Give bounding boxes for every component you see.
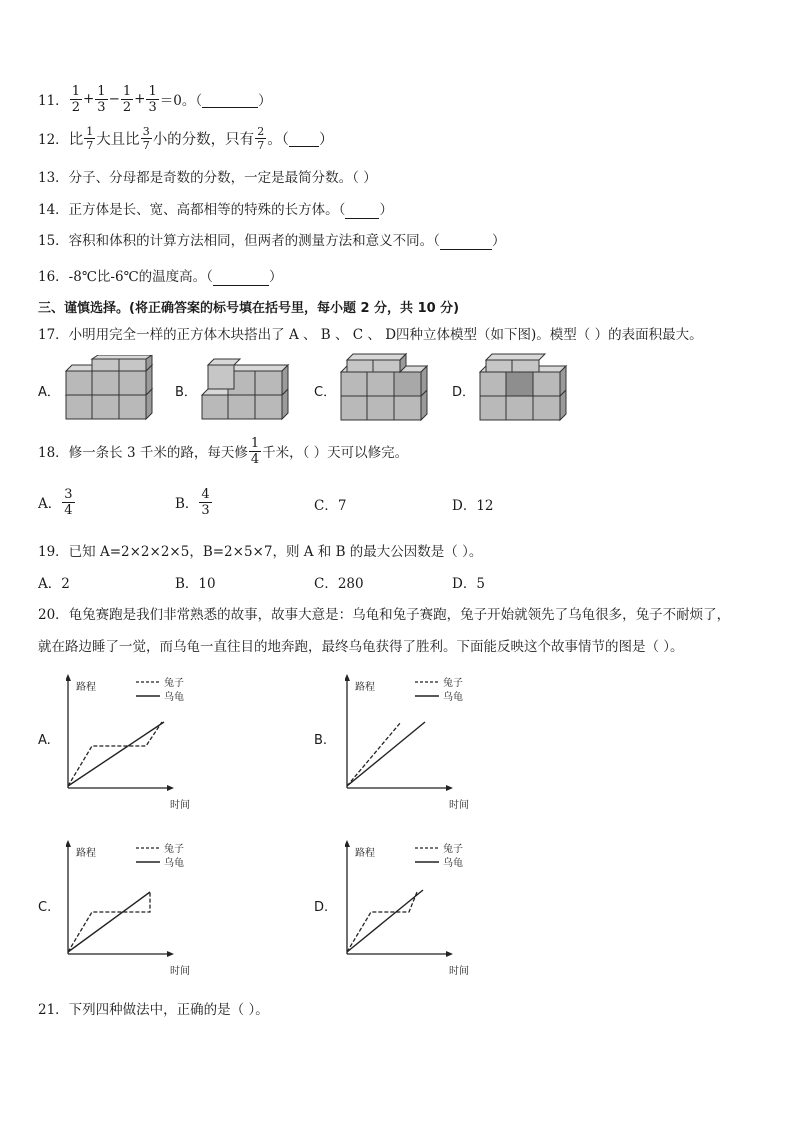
q12-number: 12． [38,132,69,148]
q17-option-b-label[interactable]: B． [175,385,197,400]
q20-graph-c [66,840,216,982]
q14-answer-blank[interactable] [345,202,379,219]
q12-close: ） [318,131,334,148]
q18-option-c[interactable]: C．7 [314,498,347,514]
q12-text: 大且比 [96,131,140,148]
cube-model-b [198,355,298,421]
y-axis-label: 路程 [355,848,375,859]
q12-fraction-1: $\frac{1}{7}$ [86,124,94,152]
x-axis-label: 时间 [170,800,190,811]
q11-fraction-1: $\frac{1}{2}$ [71,83,80,115]
legend-turtle-label: 乌龟 [443,692,463,703]
section-3-heading: 三、谨慎选择。(将正确答案的标号填在括号里，每小题 2 分，共 10 分) [38,301,460,316]
legend-rabbit-label: 兔子 [443,678,463,689]
q12-fraction-2: $\frac{3}{7}$ [142,124,150,152]
q20-option-b-label[interactable]: B. [314,733,328,748]
q15-answer-blank[interactable] [440,233,492,250]
y-axis-arrow-icon [345,840,350,847]
q15-text: 15．容积和体积的计算方法相同，但两者的测量方法和意义不同。（ [38,233,440,249]
q19-option-b[interactable]: B．10 [175,576,216,592]
q18-option-b-label: B． [175,496,199,512]
q19-option-a[interactable]: A．2 [38,576,70,592]
q18-option-a[interactable] [38,484,76,520]
q15-close: ） [491,233,506,249]
cube-model-d [476,352,576,422]
question-21: 21．下列四种做法中，正确的是（ ）。 [38,1002,269,1018]
x-axis-label: 时间 [449,800,469,811]
question-18 [38,434,408,468]
q11-tail: ＝0。（ [159,93,203,109]
q16-close: ） [268,269,283,285]
q11-number: 11． [38,93,69,109]
q20-graph-d [345,840,495,982]
legend-rabbit-label: 兔子 [164,844,184,855]
cube-model-c [337,352,437,422]
x-axis-arrow-icon [446,785,453,791]
q18-fraction: $\frac{1}{4}$ [250,435,260,467]
legend-rabbit-label: 兔子 [164,678,184,689]
x-axis-label: 时间 [449,966,469,977]
y-axis-label: 路程 [355,682,375,693]
rabbit-line [347,722,401,786]
q11-fraction-4: $\frac{1}{3}$ [148,83,157,115]
q18-option-a-fraction: $\frac{3}{4}$ [64,486,73,518]
q11-op: − [108,91,120,107]
q17-option-a-label[interactable]: A． [38,385,60,400]
question-16 [38,265,282,286]
q18-text: 18．修一条长 3 千米的路，每天修 [38,445,248,461]
question-11 [38,84,272,114]
q12-text: 小的分数，只有 [152,131,255,148]
q18-option-b[interactable] [175,484,213,520]
y-axis-label: 路程 [76,848,96,859]
question-15 [38,229,505,250]
q20-option-d-label[interactable]: D. [314,900,329,915]
legend-turtle-label: 乌龟 [443,858,463,869]
q18-option-a-label: A． [38,496,62,512]
turtle-line [68,892,150,952]
question-17: 17．小明用完全一样的正方体木块搭出了 A 、 B 、 C 、 D四种立体模型（如下图)。模型（ ）的表面积最大。 [38,327,703,343]
q11-op: + [82,91,95,107]
q18-option-b-fraction: $\frac{4}{3}$ [201,486,210,518]
question-13: 13．分子、分母都是奇数的分数，一定是最简分数。（ ） [38,170,377,186]
q16-answer-blank[interactable] [213,269,269,286]
question-19: 19．已知 A=2×2×2×5，B=2×5×7，则 A 和 B 的最大公因数是（ ）。 [38,544,483,560]
q11-fraction-3: $\frac{1}{2}$ [122,83,132,115]
x-axis-arrow-icon [446,951,453,957]
turtle-line [347,890,423,952]
y-axis-arrow-icon [345,674,350,681]
q11-fraction-2: $\frac{1}{3}$ [97,83,106,115]
q12-text: 。（ [267,131,289,148]
q20-graph-a [66,674,216,816]
legend-turtle-label: 乌龟 [164,692,184,703]
x-axis-arrow-icon [167,951,174,957]
q12-answer-blank[interactable] [289,130,319,147]
q17-option-d-label[interactable]: D． [452,385,476,400]
y-axis-arrow-icon [66,674,71,681]
q19-option-c[interactable]: C．280 [314,576,364,592]
legend-turtle-label: 乌龟 [164,858,184,869]
cube-model-a [62,355,162,421]
q18-option-d[interactable]: D．12 [452,498,494,514]
q12-fraction-3: $\frac{2}{7}$ [257,124,265,152]
x-axis-arrow-icon [167,785,174,791]
q20-option-c-label[interactable]: C. [38,900,52,915]
question-20-line-2: 就在路边睡了一觉，而乌龟一直往目的地奔跑，最终乌龟获得了胜利。下面能反映这个故事情节的图是（ ）。 [38,639,684,655]
y-axis-label: 路程 [76,682,96,693]
y-axis-arrow-icon [66,840,71,847]
q20-graph-b [345,674,495,816]
q14-close: ） [379,202,393,218]
q11-close: ） [258,93,272,109]
q16-text: 16．-8℃比-6℃的温度高。（ [38,269,213,285]
question-12 [38,122,333,154]
q19-option-d[interactable]: D．5 [452,576,485,592]
q17-option-c-label[interactable]: C． [314,385,337,400]
x-axis-label: 时间 [170,966,190,977]
turtle-line [68,722,164,786]
q11-answer-blank[interactable] [202,91,258,108]
q20-option-a-label[interactable]: A. [38,733,51,748]
legend-rabbit-label: 兔子 [443,844,463,855]
q12-text: 比 [68,131,84,148]
question-20-line-1: 20．龟兔赛跑是我们非常熟悉的故事，故事大意是：乌龟和兔子赛跑，兔子开始就领先了乌龟很多，兔子不耐烦了， [38,607,731,623]
question-14 [38,198,393,219]
turtle-line [347,722,425,786]
q18-text: 千米，（ ）天可以修完。 [262,445,409,461]
q11-op: + [134,91,146,107]
q14-text: 14．正方体是长、宽、高都相等的特殊的长方体。（ [38,202,346,218]
